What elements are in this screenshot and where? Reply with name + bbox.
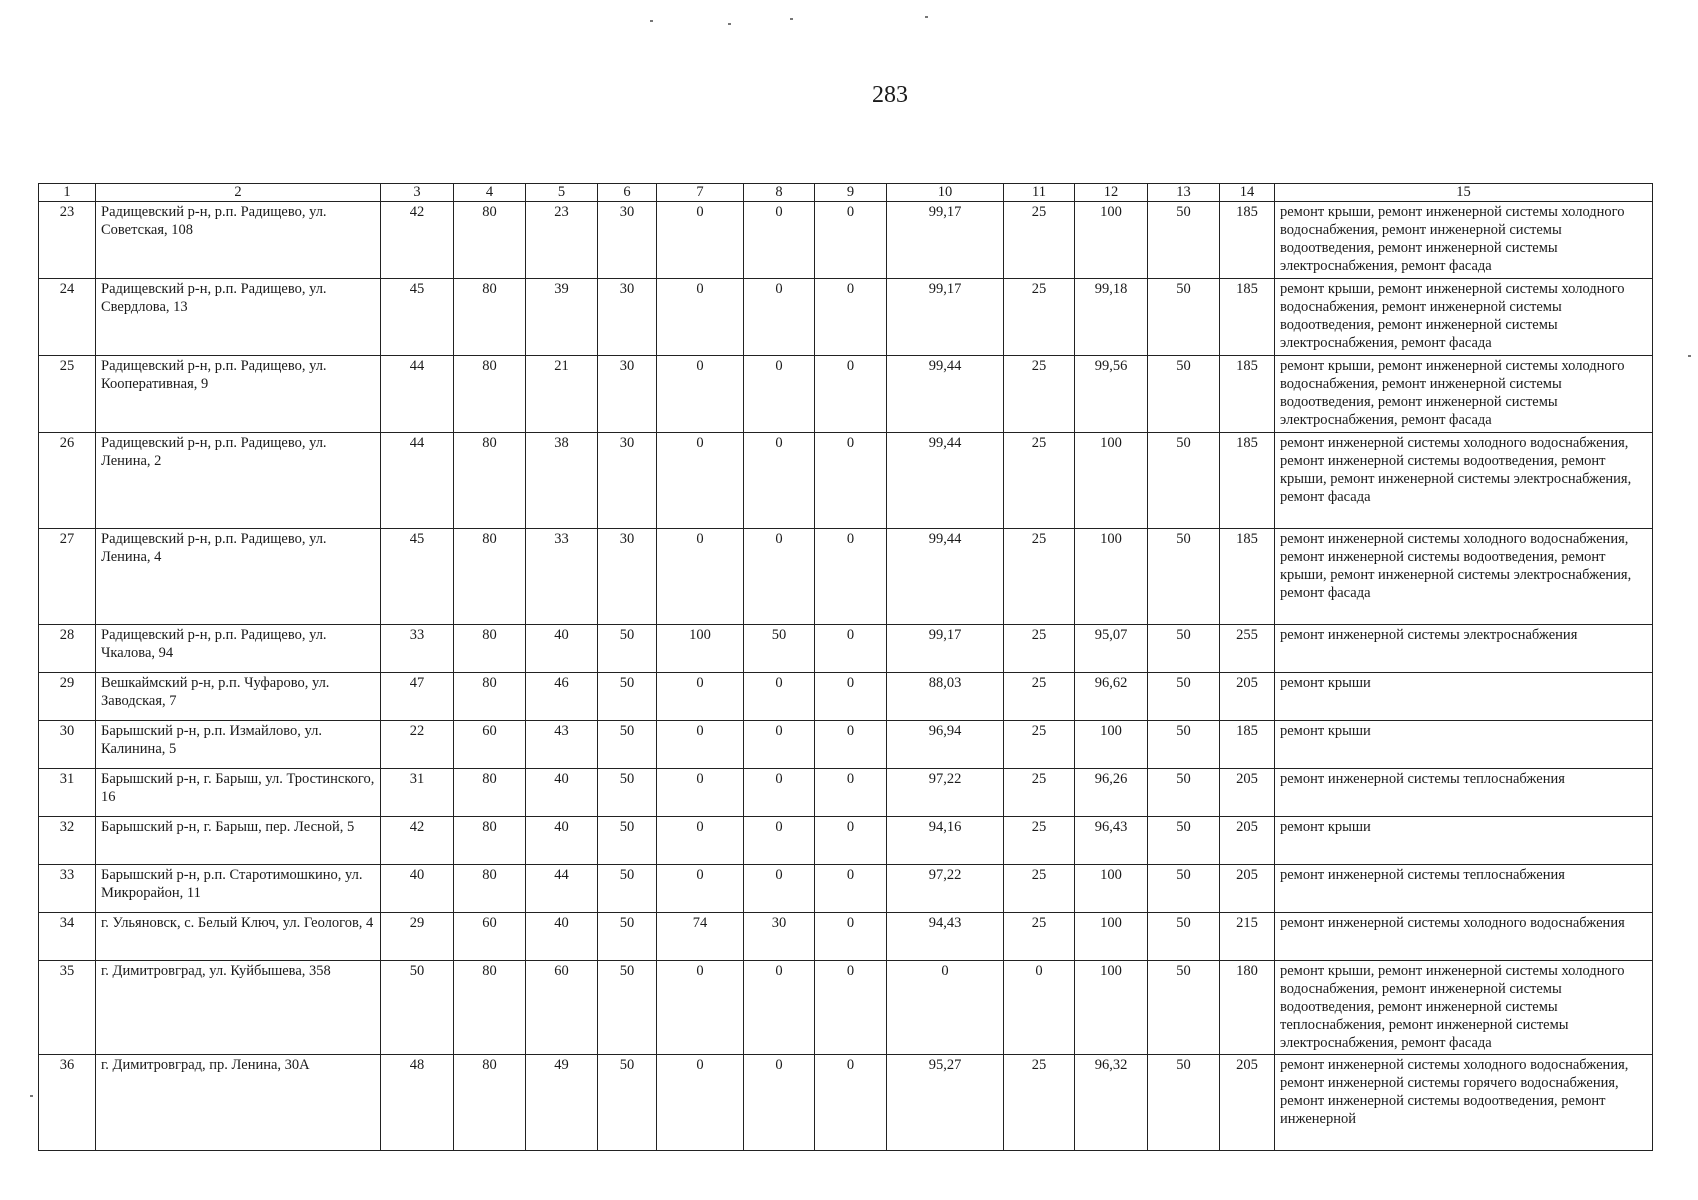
value-cell: 80 xyxy=(454,279,526,356)
value-cell: 45 xyxy=(381,279,454,356)
table-row xyxy=(39,769,1653,817)
value-cell: 0 xyxy=(744,769,815,817)
value-cell: 80 xyxy=(454,356,526,433)
row-number-cell: 34 xyxy=(39,913,96,961)
row-number-cell: 32 xyxy=(39,817,96,865)
value-cell: 50 xyxy=(598,769,657,817)
address-cell: Барышский р-н, р.п. Старотимошкино, ул. Микрорайон, 11 xyxy=(96,865,381,913)
value-cell: 0 xyxy=(657,721,744,769)
column-header: 9 xyxy=(815,184,887,202)
value-cell: 95,07 xyxy=(1075,625,1148,673)
address-cell: Радищевский р-н, р.п. Радищево, ул. Советская, 108 xyxy=(96,202,381,279)
value-cell: 185 xyxy=(1220,202,1275,279)
value-cell: 0 xyxy=(815,1055,887,1151)
value-cell: 44 xyxy=(526,865,598,913)
value-cell: 80 xyxy=(454,865,526,913)
value-cell: 50 xyxy=(1148,433,1220,529)
address-cell: Барышский р-н, р.п. Измайлово, ул. Калинина, 5 xyxy=(96,721,381,769)
value-cell: 0 xyxy=(657,356,744,433)
value-cell: 0 xyxy=(744,673,815,721)
works-cell: ремонт инженерной системы холодного водоснабжения xyxy=(1275,913,1653,961)
row-number-cell: 28 xyxy=(39,625,96,673)
value-cell: 50 xyxy=(598,673,657,721)
value-cell: 25 xyxy=(1004,913,1075,961)
value-cell: 99,17 xyxy=(887,202,1004,279)
value-cell: 255 xyxy=(1220,625,1275,673)
value-cell: 25 xyxy=(1004,356,1075,433)
value-cell: 50 xyxy=(1148,817,1220,865)
works-cell: ремонт крыши xyxy=(1275,673,1653,721)
value-cell: 215 xyxy=(1220,913,1275,961)
value-cell: 50 xyxy=(1148,961,1220,1055)
value-cell: 30 xyxy=(598,433,657,529)
value-cell: 21 xyxy=(526,356,598,433)
value-cell: 0 xyxy=(815,865,887,913)
value-cell: 50 xyxy=(1148,1055,1220,1151)
value-cell: 80 xyxy=(454,673,526,721)
scan-speck xyxy=(1688,355,1691,357)
table-row xyxy=(39,673,1653,721)
value-cell: 38 xyxy=(526,433,598,529)
value-cell: 80 xyxy=(454,961,526,1055)
row-number-cell: 36 xyxy=(39,1055,96,1151)
value-cell: 99,17 xyxy=(887,279,1004,356)
value-cell: 40 xyxy=(526,769,598,817)
value-cell: 99,44 xyxy=(887,529,1004,625)
value-cell: 0 xyxy=(744,279,815,356)
column-header: 2 xyxy=(96,184,381,202)
column-header: 4 xyxy=(454,184,526,202)
address-cell: Барышский р-н, г. Барыш, пер. Лесной, 5 xyxy=(96,817,381,865)
column-number-row xyxy=(39,184,1653,202)
value-cell: 100 xyxy=(1075,961,1148,1055)
value-cell: 50 xyxy=(598,721,657,769)
works-cell: ремонт инженерной системы холодного водоснабжения, ремонт инженерной системы водоотведения, ремонт крыши, ремонт инженерной системы электроснабжения, ремонт фасада xyxy=(1275,529,1653,625)
value-cell: 0 xyxy=(815,433,887,529)
works-cell: ремонт инженерной системы холодного водоснабжения, ремонт инженерной системы водоотведения, ремонт крыши, ремонт инженерной системы электроснабжения, ремонт фасада xyxy=(1275,433,1653,529)
row-number-cell: 31 xyxy=(39,769,96,817)
value-cell: 99,44 xyxy=(887,356,1004,433)
address-cell: г. Димитровград, ул. Куйбышева, 358 xyxy=(96,961,381,1055)
value-cell: 0 xyxy=(744,202,815,279)
value-cell: 42 xyxy=(381,817,454,865)
address-cell: Вешкаймский р-н, р.п. Чуфарово, ул. Заводская, 7 xyxy=(96,673,381,721)
value-cell: 96,94 xyxy=(887,721,1004,769)
value-cell: 29 xyxy=(381,913,454,961)
value-cell: 25 xyxy=(1004,529,1075,625)
works-cell: ремонт крыши, ремонт инженерной системы холодного водоснабжения, ремонт инженерной системы водоотведения, ремонт инженерной системы теплоснабжения, ремонт инженерной системы электроснабжения, ремонт фасада xyxy=(1275,961,1653,1055)
address-cell: Радищевский р-н, р.п. Радищево, ул. Ленина, 4 xyxy=(96,529,381,625)
row-number-cell: 33 xyxy=(39,865,96,913)
value-cell: 25 xyxy=(1004,769,1075,817)
scan-speck xyxy=(30,1095,33,1097)
page-number: 283 xyxy=(872,82,908,108)
scan-speck xyxy=(790,18,793,20)
value-cell: 50 xyxy=(1148,625,1220,673)
value-cell: 49 xyxy=(526,1055,598,1151)
value-cell: 39 xyxy=(526,279,598,356)
value-cell: 50 xyxy=(598,865,657,913)
address-cell: Барышский р-н, г. Барыш, ул. Тростинского, 16 xyxy=(96,769,381,817)
value-cell: 0 xyxy=(744,356,815,433)
value-cell: 43 xyxy=(526,721,598,769)
value-cell: 80 xyxy=(454,817,526,865)
value-cell: 40 xyxy=(526,817,598,865)
value-cell: 0 xyxy=(815,721,887,769)
column-header: 8 xyxy=(744,184,815,202)
works-cell: ремонт инженерной системы электроснабжения xyxy=(1275,625,1653,673)
value-cell: 205 xyxy=(1220,1055,1275,1151)
address-cell: Радищевский р-н, р.п. Радищево, ул. Кооперативная, 9 xyxy=(96,356,381,433)
value-cell: 99,17 xyxy=(887,625,1004,673)
value-cell: 50 xyxy=(1148,913,1220,961)
value-cell: 50 xyxy=(1148,356,1220,433)
row-number-cell: 35 xyxy=(39,961,96,1055)
table-row xyxy=(39,202,1653,279)
value-cell: 0 xyxy=(815,673,887,721)
value-cell: 31 xyxy=(381,769,454,817)
scan-speck xyxy=(728,23,731,25)
value-cell: 0 xyxy=(657,202,744,279)
value-cell: 48 xyxy=(381,1055,454,1151)
value-cell: 100 xyxy=(1075,913,1148,961)
row-number-cell: 30 xyxy=(39,721,96,769)
works-cell: ремонт инженерной системы холодного водоснабжения, ремонт инженерной системы горячего водоснабжения, ремонт инженерной системы водоотведения, ремонт инженерной xyxy=(1275,1055,1653,1151)
value-cell: 0 xyxy=(744,721,815,769)
value-cell: 42 xyxy=(381,202,454,279)
works-cell: ремонт крыши, ремонт инженерной системы холодного водоснабжения, ремонт инженерной системы водоотведения, ремонт инженерной системы электроснабжения, ремонт фасада xyxy=(1275,202,1653,279)
value-cell: 0 xyxy=(744,865,815,913)
value-cell: 60 xyxy=(454,721,526,769)
column-header: 14 xyxy=(1220,184,1275,202)
value-cell: 25 xyxy=(1004,625,1075,673)
table-row xyxy=(39,913,1653,961)
value-cell: 25 xyxy=(1004,721,1075,769)
table-row xyxy=(39,1055,1653,1151)
value-cell: 33 xyxy=(381,625,454,673)
value-cell: 50 xyxy=(598,1055,657,1151)
value-cell: 0 xyxy=(657,1055,744,1151)
value-cell: 205 xyxy=(1220,817,1275,865)
value-cell: 95,27 xyxy=(887,1055,1004,1151)
value-cell: 0 xyxy=(744,817,815,865)
value-cell: 50 xyxy=(598,625,657,673)
column-header: 11 xyxy=(1004,184,1075,202)
value-cell: 22 xyxy=(381,721,454,769)
value-cell: 50 xyxy=(598,961,657,1055)
address-cell: Радищевский р-н, р.п. Радищево, ул. Свердлова, 13 xyxy=(96,279,381,356)
value-cell: 185 xyxy=(1220,433,1275,529)
column-header: 13 xyxy=(1148,184,1220,202)
value-cell: 50 xyxy=(744,625,815,673)
value-cell: 94,16 xyxy=(887,817,1004,865)
value-cell: 30 xyxy=(744,913,815,961)
value-cell: 25 xyxy=(1004,279,1075,356)
value-cell: 0 xyxy=(657,769,744,817)
value-cell: 0 xyxy=(744,961,815,1055)
value-cell: 0 xyxy=(744,433,815,529)
table-row xyxy=(39,817,1653,865)
value-cell: 100 xyxy=(1075,721,1148,769)
value-cell: 45 xyxy=(381,529,454,625)
value-cell: 80 xyxy=(454,769,526,817)
value-cell: 30 xyxy=(598,279,657,356)
table-row xyxy=(39,433,1653,529)
value-cell: 0 xyxy=(815,529,887,625)
value-cell: 40 xyxy=(381,865,454,913)
value-cell: 100 xyxy=(1075,865,1148,913)
scan-speck xyxy=(925,16,928,18)
value-cell: 0 xyxy=(1004,961,1075,1055)
value-cell: 80 xyxy=(454,625,526,673)
value-cell: 99,44 xyxy=(887,433,1004,529)
value-cell: 46 xyxy=(526,673,598,721)
row-number-cell: 25 xyxy=(39,356,96,433)
value-cell: 30 xyxy=(598,202,657,279)
value-cell: 96,43 xyxy=(1075,817,1148,865)
row-number-cell: 27 xyxy=(39,529,96,625)
value-cell: 60 xyxy=(526,961,598,1055)
value-cell: 205 xyxy=(1220,865,1275,913)
value-cell: 0 xyxy=(815,913,887,961)
works-cell: ремонт инженерной системы теплоснабжения xyxy=(1275,865,1653,913)
value-cell: 0 xyxy=(657,817,744,865)
value-cell: 50 xyxy=(598,913,657,961)
value-cell: 50 xyxy=(381,961,454,1055)
value-cell: 50 xyxy=(1148,769,1220,817)
value-cell: 96,32 xyxy=(1075,1055,1148,1151)
value-cell: 0 xyxy=(657,673,744,721)
value-cell: 60 xyxy=(454,913,526,961)
value-cell: 97,22 xyxy=(887,865,1004,913)
buildings-table xyxy=(38,183,1653,1151)
row-number-cell: 23 xyxy=(39,202,96,279)
value-cell: 44 xyxy=(381,433,454,529)
value-cell: 44 xyxy=(381,356,454,433)
table-row xyxy=(39,865,1653,913)
table-row xyxy=(39,721,1653,769)
address-cell: г. Димитровград, пр. Ленина, 30А xyxy=(96,1055,381,1151)
value-cell: 0 xyxy=(815,769,887,817)
value-cell: 185 xyxy=(1220,529,1275,625)
value-cell: 50 xyxy=(1148,865,1220,913)
works-cell: ремонт крыши, ремонт инженерной системы холодного водоснабжения, ремонт инженерной системы водоотведения, ремонт инженерной системы электроснабжения, ремонт фасада xyxy=(1275,279,1653,356)
value-cell: 96,62 xyxy=(1075,673,1148,721)
value-cell: 30 xyxy=(598,356,657,433)
value-cell: 99,18 xyxy=(1075,279,1148,356)
value-cell: 0 xyxy=(657,279,744,356)
value-cell: 0 xyxy=(815,202,887,279)
column-header: 7 xyxy=(657,184,744,202)
row-number-cell: 24 xyxy=(39,279,96,356)
value-cell: 25 xyxy=(1004,865,1075,913)
value-cell: 100 xyxy=(1075,433,1148,529)
works-cell: ремонт крыши, ремонт инженерной системы холодного водоснабжения, ремонт инженерной системы водоотведения, ремонт инженерной системы электроснабжения, ремонт фасада xyxy=(1275,356,1653,433)
value-cell: 25 xyxy=(1004,1055,1075,1151)
row-number-cell: 29 xyxy=(39,673,96,721)
value-cell: 0 xyxy=(815,817,887,865)
value-cell: 50 xyxy=(598,817,657,865)
column-header: 3 xyxy=(381,184,454,202)
value-cell: 40 xyxy=(526,913,598,961)
value-cell: 50 xyxy=(1148,279,1220,356)
value-cell: 100 xyxy=(1075,529,1148,625)
value-cell: 80 xyxy=(454,1055,526,1151)
value-cell: 185 xyxy=(1220,279,1275,356)
scan-speck xyxy=(650,20,653,22)
value-cell: 0 xyxy=(657,961,744,1055)
value-cell: 0 xyxy=(657,433,744,529)
value-cell: 185 xyxy=(1220,721,1275,769)
value-cell: 50 xyxy=(1148,721,1220,769)
value-cell: 0 xyxy=(815,356,887,433)
value-cell: 88,03 xyxy=(887,673,1004,721)
value-cell: 50 xyxy=(1148,529,1220,625)
value-cell: 0 xyxy=(815,279,887,356)
column-header: 10 xyxy=(887,184,1004,202)
table-row xyxy=(39,961,1653,1055)
value-cell: 0 xyxy=(815,625,887,673)
address-cell: Радищевский р-н, р.п. Радищево, ул. Чкалова, 94 xyxy=(96,625,381,673)
value-cell: 80 xyxy=(454,529,526,625)
value-cell: 99,56 xyxy=(1075,356,1148,433)
value-cell: 0 xyxy=(657,529,744,625)
value-cell: 50 xyxy=(1148,202,1220,279)
value-cell: 0 xyxy=(815,961,887,1055)
value-cell: 0 xyxy=(657,865,744,913)
value-cell: 47 xyxy=(381,673,454,721)
row-number-cell: 26 xyxy=(39,433,96,529)
value-cell: 96,26 xyxy=(1075,769,1148,817)
column-header: 1 xyxy=(39,184,96,202)
value-cell: 80 xyxy=(454,433,526,529)
value-cell: 25 xyxy=(1004,673,1075,721)
value-cell: 94,43 xyxy=(887,913,1004,961)
table-row xyxy=(39,529,1653,625)
value-cell: 100 xyxy=(1075,202,1148,279)
table-row xyxy=(39,279,1653,356)
value-cell: 0 xyxy=(744,529,815,625)
value-cell: 40 xyxy=(526,625,598,673)
value-cell: 25 xyxy=(1004,817,1075,865)
value-cell: 23 xyxy=(526,202,598,279)
works-cell: ремонт крыши xyxy=(1275,817,1653,865)
value-cell: 97,22 xyxy=(887,769,1004,817)
column-header: 12 xyxy=(1075,184,1148,202)
value-cell: 100 xyxy=(657,625,744,673)
value-cell: 180 xyxy=(1220,961,1275,1055)
value-cell: 30 xyxy=(598,529,657,625)
column-header: 6 xyxy=(598,184,657,202)
value-cell: 0 xyxy=(887,961,1004,1055)
address-cell: Радищевский р-н, р.п. Радищево, ул. Ленина, 2 xyxy=(96,433,381,529)
value-cell: 0 xyxy=(744,1055,815,1151)
table-row xyxy=(39,356,1653,433)
value-cell: 74 xyxy=(657,913,744,961)
value-cell: 205 xyxy=(1220,769,1275,817)
works-cell: ремонт инженерной системы теплоснабжения xyxy=(1275,769,1653,817)
value-cell: 80 xyxy=(454,202,526,279)
table-row xyxy=(39,625,1653,673)
works-cell: ремонт крыши xyxy=(1275,721,1653,769)
value-cell: 205 xyxy=(1220,673,1275,721)
value-cell: 25 xyxy=(1004,202,1075,279)
address-cell: г. Ульяновск, с. Белый Ключ, ул. Геологов, 4 xyxy=(96,913,381,961)
column-header: 5 xyxy=(526,184,598,202)
value-cell: 25 xyxy=(1004,433,1075,529)
value-cell: 185 xyxy=(1220,356,1275,433)
column-header: 15 xyxy=(1275,184,1653,202)
value-cell: 33 xyxy=(526,529,598,625)
value-cell: 50 xyxy=(1148,673,1220,721)
